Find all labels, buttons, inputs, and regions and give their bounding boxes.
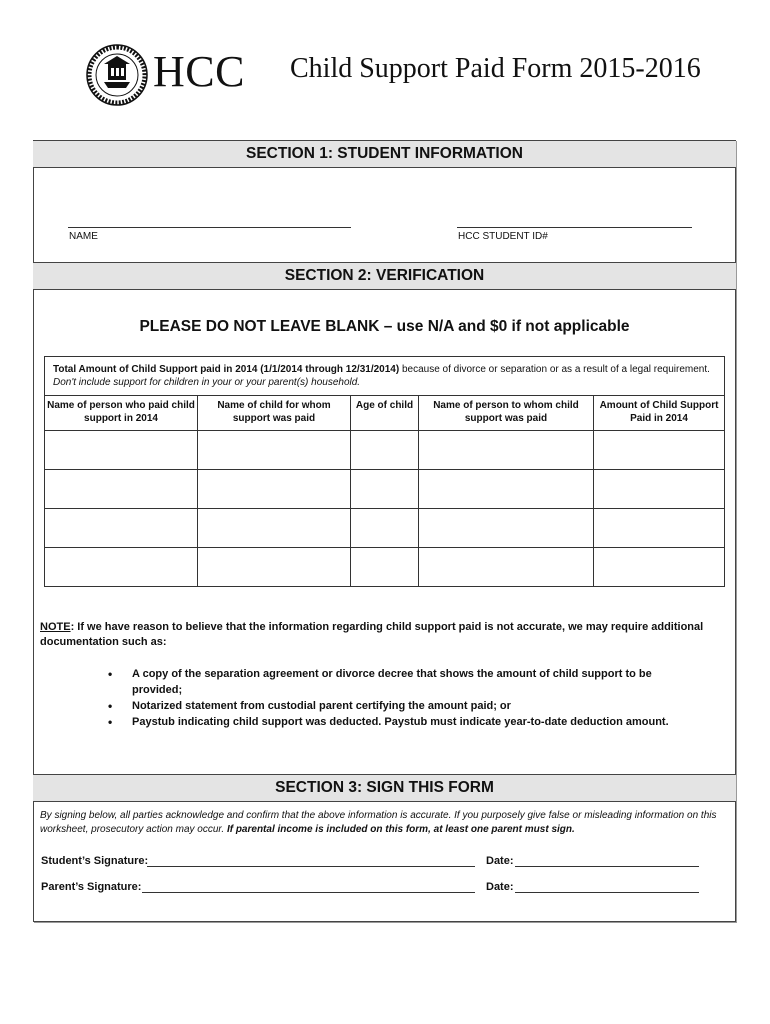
student-date-label: Date: <box>486 855 514 867</box>
table-cell[interactable] <box>198 548 351 587</box>
list-item: • Paystub indicating child support was deducted. Paystub must indicate year-to-date deduction amount. <box>104 714 704 730</box>
table-row <box>45 431 725 470</box>
table-cell[interactable] <box>351 548 419 587</box>
acknowledgement-text <box>40 809 730 837</box>
table-intro-note: Don't include support for children in your or your parent(s) household. <box>53 377 361 388</box>
col-header-payer: Name of person who paid child support in 2014 <box>45 396 198 431</box>
table-cell[interactable] <box>594 509 725 548</box>
note-text: : If we have reason to believe that the information regarding child support paid is not accurate, we may require additional documentation such as: <box>40 621 704 648</box>
table-cell[interactable] <box>45 431 198 470</box>
student-signature-line[interactable] <box>147 866 475 867</box>
section2-heading: SECTION 2: VERIFICATION <box>33 262 736 290</box>
child-support-table <box>44 356 725 587</box>
list-item: • A copy of the separation agreement or divorce decree that shows the amount of child support to be provided; <box>104 666 704 698</box>
table-cell[interactable] <box>45 470 198 509</box>
parent-date-label: Date: <box>486 881 514 893</box>
list-item: • Notarized statement from custodial parent certifying the amount paid; or <box>104 698 704 714</box>
table-cell[interactable] <box>198 431 351 470</box>
parent-date-line[interactable] <box>515 892 699 893</box>
col-header-amount: Amount of Child Support Paid in 2014 <box>594 396 725 431</box>
verification-warning: PLEASE DO NOT LEAVE BLANK – use N/A and $0 if not applicable <box>139 318 630 335</box>
documentation-list <box>104 666 704 730</box>
table-cell[interactable] <box>594 431 725 470</box>
parent-signature-label: Parent’s Signature: <box>41 881 142 893</box>
table-intro-bold: Total Amount of Child Support paid in 2014 (1/1/2014 through 12/31/2014) <box>53 364 400 375</box>
student-date-line[interactable] <box>515 866 699 867</box>
note-paragraph <box>40 620 710 650</box>
table-cell[interactable] <box>351 509 419 548</box>
name-label: NAME <box>69 231 98 242</box>
note-label: NOTE <box>40 621 71 633</box>
parent-signature-line[interactable] <box>142 892 475 893</box>
student-signature-label: Student’s Signature: <box>41 855 149 867</box>
table-cell[interactable] <box>594 470 725 509</box>
student-id-label: HCC STUDENT ID# <box>458 231 548 242</box>
col-header-child-name: Name of child for whom support was paid <box>198 396 351 431</box>
table-cell[interactable] <box>198 470 351 509</box>
brand-logo-text: HCC <box>153 47 245 96</box>
form-title: Child Support Paid Form 2015-2016 <box>290 53 701 84</box>
student-id-input-line[interactable] <box>457 227 692 228</box>
table-cell[interactable] <box>419 509 594 548</box>
table-row <box>45 548 725 587</box>
col-header-child-age: Age of child <box>351 396 419 431</box>
table-cell[interactable] <box>419 548 594 587</box>
acknowledgement-bold: If parental income is included on this form, at least one parent must sign. <box>226 824 575 835</box>
college-seal-logo <box>86 44 148 106</box>
table-row <box>45 470 725 509</box>
table-cell[interactable] <box>419 431 594 470</box>
table-row <box>45 509 725 548</box>
section3-heading: SECTION 3: SIGN THIS FORM <box>33 774 736 802</box>
table-intro <box>45 357 725 396</box>
table-cell[interactable] <box>198 509 351 548</box>
table-cell[interactable] <box>351 431 419 470</box>
table-cell[interactable] <box>45 509 198 548</box>
table-cell[interactable] <box>594 548 725 587</box>
table-intro-rest: because of divorce or separation or as a result of a legal requirement. <box>399 364 710 375</box>
acknowledgement-main: By signing below, all parties acknowledge and confirm that the above information is accurate. If you purposely give false or misleading information on this worksheet, prosecutory action may occur. <box>40 810 717 835</box>
table-cell[interactable] <box>419 470 594 509</box>
table-cell[interactable] <box>351 470 419 509</box>
section1-heading: SECTION 1: STUDENT INFORMATION <box>33 140 736 168</box>
name-input-line[interactable] <box>68 227 351 228</box>
table-cell[interactable] <box>45 548 198 587</box>
col-header-payee: Name of person to whom child support was paid <box>419 396 594 431</box>
